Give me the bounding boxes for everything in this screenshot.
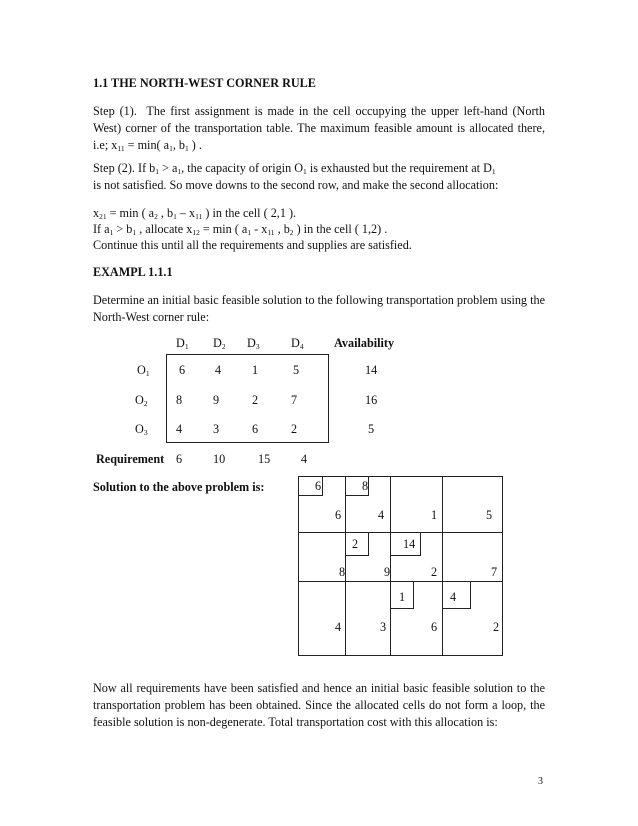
- allocation-box: [298, 476, 323, 496]
- conclusion-paragraph: Now all requirements have been satisfied and hence an initial basic feasible solution to the transportation problem has been obtained. Since the allocated cells do not form a loop, the feasible solution is non-degenerate. Total transportation cost with this allocation is:: [93, 681, 545, 730]
- f2-sub5: 11: [267, 228, 275, 237]
- origin-sub: 3: [143, 428, 148, 437]
- f2-a: If a: [93, 222, 110, 236]
- cost-cell: 7: [291, 393, 298, 407]
- cost-cell: 2: [252, 393, 259, 407]
- formula-1: [93, 206, 296, 221]
- formula-3: Continue this until all the requirements and supplies are satisfied.: [93, 238, 412, 252]
- dest-header-1: [176, 336, 189, 351]
- allocation-value: 6: [315, 479, 322, 493]
- step1-text3: , b: [172, 138, 185, 153]
- availability-header: Availability: [334, 336, 395, 350]
- f1-c: , b: [157, 206, 174, 220]
- example-title: EXAMPL 1.1.1: [93, 265, 173, 279]
- origin-letter: O: [137, 363, 146, 377]
- solution-cost: 5: [486, 508, 493, 522]
- dest-header-4: [291, 336, 304, 351]
- cost-cell: 9: [213, 393, 220, 407]
- cost-cell: 2: [291, 422, 298, 436]
- origin-letter: O: [135, 393, 144, 407]
- dest-letter: D: [247, 336, 256, 350]
- solution-cost: 4: [335, 620, 342, 634]
- solution-cost: 6: [335, 508, 342, 522]
- f2-d: = min ( a: [199, 222, 248, 236]
- f1-d: – x: [176, 206, 196, 220]
- availability-cell: 5: [368, 422, 375, 436]
- solution-cost: 2: [431, 565, 438, 579]
- formula-2: [93, 222, 387, 237]
- step1-sub2: 1: [169, 144, 173, 154]
- cost-cell: 4: [215, 363, 222, 377]
- allocation-value: 8: [362, 479, 369, 493]
- grid-vline: [298, 476, 299, 656]
- origin-label-3: [135, 422, 148, 437]
- step2-d: is exhausted but the requirement at D: [306, 161, 492, 175]
- cost-cell: 4: [176, 422, 183, 436]
- allocation-box: [390, 581, 414, 609]
- availability-cell: 14: [365, 363, 378, 377]
- allocation-box: [390, 532, 421, 556]
- f2-sub1: 1: [109, 228, 114, 237]
- cost-cell: 5: [293, 363, 300, 377]
- f2-b: > b: [113, 222, 133, 236]
- origin-label-2: [135, 393, 148, 408]
- f1-a: x: [93, 206, 100, 220]
- step1-text: The first assignment is made in the cell occupying the upper left-hand (North West) corner of the transportation table. The maximum feasible amount is allocated there, i.e; x: [93, 104, 545, 153]
- f1-sub2: 2: [154, 212, 158, 221]
- allocation-box: [442, 581, 471, 609]
- step2-sub-d1: 1: [491, 167, 496, 176]
- f2-sub6: 2: [289, 228, 294, 237]
- grid-hline: [298, 655, 503, 656]
- f1-e: ) in the cell ( 2,1 ).: [202, 206, 297, 220]
- solution-cost: 9: [384, 565, 391, 579]
- solution-cost: 3: [380, 620, 387, 634]
- cost-cell: 1: [252, 363, 259, 377]
- dest-sub: 4: [299, 342, 304, 351]
- step2-sub-o1: 1: [303, 167, 307, 176]
- solution-grid: [298, 476, 503, 656]
- step2-line1: [93, 161, 496, 176]
- dest-sub: 2: [221, 342, 226, 351]
- allocation-box: [345, 476, 369, 496]
- step2-line2: is not satisfied. So move downs to the second row, and make the second allocation:: [93, 178, 499, 192]
- requirement-label: Requirement: [96, 452, 165, 466]
- step1-text2: = min( a: [124, 138, 170, 153]
- f2-sub2: 1: [132, 228, 137, 237]
- f1-sub4: 11: [195, 212, 203, 221]
- dest-letter: D: [291, 336, 300, 350]
- f2-e: - x: [251, 222, 268, 236]
- dest-header-3: [247, 336, 260, 351]
- availability-cell: 16: [365, 393, 378, 407]
- cost-cell: 6: [252, 422, 259, 436]
- step2-b: > a: [159, 161, 178, 175]
- origin-label-1: [137, 363, 150, 378]
- step1-text4: ) .: [188, 138, 202, 153]
- step1-sub3: 1: [185, 144, 189, 154]
- grid-vline: [345, 476, 346, 656]
- dest-sub: 3: [255, 342, 260, 351]
- solution-cost: 8: [339, 565, 346, 579]
- allocation-value: 1: [399, 590, 406, 604]
- example-text: Determine an initial basic feasible solution to the following transportation problem using the North-West corner rule:: [93, 293, 545, 325]
- step1-sub1: 11: [117, 144, 125, 154]
- step2-sub-a1: 1: [177, 167, 182, 176]
- cost-cell: 3: [213, 422, 220, 436]
- grid-vline: [502, 476, 503, 656]
- allocation-value: 4: [450, 590, 457, 604]
- requirement-cell: 4: [301, 452, 308, 466]
- cost-matrix-box: [166, 354, 329, 443]
- step1-label: Step (1).: [93, 104, 137, 118]
- f1-sub: 21: [99, 212, 107, 221]
- dest-sub: 1: [184, 342, 189, 351]
- section-title: 1.1 THE NORTH-WEST CORNER RULE: [93, 76, 316, 90]
- f1-sub3: 1: [173, 212, 177, 221]
- f1-b: = min ( a: [106, 206, 155, 220]
- origin-sub: 2: [143, 399, 148, 408]
- step2-a: Step (2). If b: [93, 161, 156, 175]
- f2-g: ) in the cell ( 1,2) .: [293, 222, 388, 236]
- cost-cell: 8: [176, 393, 183, 407]
- grid-vline: [390, 476, 391, 656]
- page-number: 3: [538, 776, 543, 787]
- f2-sub4: 1: [247, 228, 252, 237]
- step2-c: , the capacity of origin O: [181, 161, 304, 175]
- f2-sub3: 12: [192, 228, 200, 237]
- solution-cost: 1: [431, 508, 438, 522]
- cost-cell: 6: [179, 363, 186, 377]
- requirement-cell: 10: [213, 452, 226, 466]
- step2-sub-b1: 1: [155, 167, 160, 176]
- solution-cost: 6: [431, 620, 438, 634]
- allocation-value: 2: [352, 537, 359, 551]
- grid-vline: [442, 476, 443, 656]
- origin-sub: 1: [145, 369, 150, 378]
- dest-letter: D: [176, 336, 185, 350]
- f2-f: , b: [274, 222, 290, 236]
- solution-cost: 2: [493, 620, 500, 634]
- f2-c: , allocate x: [136, 222, 193, 236]
- requirement-cell: 15: [258, 452, 271, 466]
- origin-letter: O: [135, 422, 144, 436]
- grid-hline: [298, 476, 503, 477]
- dest-header-2: [213, 336, 226, 351]
- requirement-cell: 6: [176, 452, 183, 466]
- solution-cost: 7: [491, 565, 498, 579]
- allocation-box: [345, 532, 369, 556]
- solution-label: Solution to the above problem is:: [93, 480, 265, 494]
- dest-letter: D: [213, 336, 222, 350]
- allocation-value: 14: [403, 537, 416, 551]
- step1-paragraph: [93, 103, 545, 155]
- solution-cost: 4: [378, 508, 385, 522]
